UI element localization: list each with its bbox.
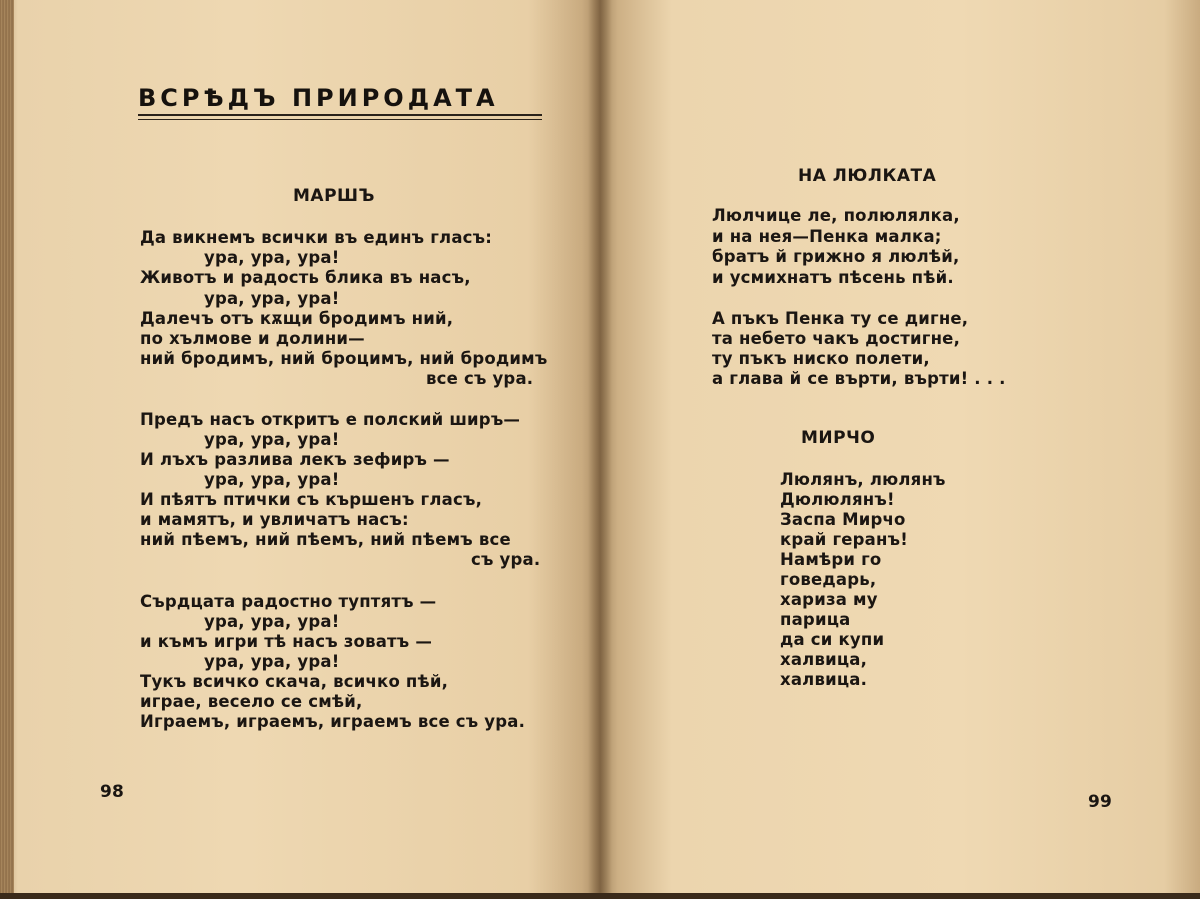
poem-line: И лъхъ разлива лекъ зефиръ — (140, 450, 450, 469)
poem-line: Дюлюлянъ! (780, 490, 895, 509)
poem-line: Животъ и радость блика въ насъ, (140, 268, 471, 287)
poem-line: И пѣятъ птички съ кършенъ гласъ, (140, 490, 483, 509)
poem-line: хариза му (780, 590, 878, 609)
poem-line: братъ й грижно я люлѣй, (712, 247, 960, 266)
poem-line: А пъкъ Пенка ту се дигне, (712, 309, 969, 328)
poem-line: Далечъ отъ кѫщи бродимъ ний, (140, 309, 454, 328)
poem-line: Люлчице ле, полюлялка, (712, 206, 960, 225)
page-number-right: 99 (1088, 792, 1113, 812)
poem-line: съ ура. (471, 550, 541, 569)
section-title: ВСРѢДЪ ПРИРОДАТА (138, 84, 499, 112)
poem-line: халвица. (780, 670, 868, 689)
right-page (600, 0, 1200, 899)
poem-line: край геранъ! (780, 530, 908, 549)
poem-line: и къмъ игри тѣ насъ зоватъ — (140, 632, 433, 651)
title-rule (138, 114, 542, 116)
poem-line: ура, ура, ура! (204, 470, 340, 489)
poem-line: Тукъ всичко скача, всичко пѣй, (140, 672, 449, 691)
page-edge-bottom (0, 893, 1200, 899)
poem-line: да си купи (780, 630, 885, 649)
poem-line: а глава й се върти, върти! . . . (712, 369, 1006, 388)
poem-line: Заспа Мирчо (780, 510, 906, 529)
poem-line: халвица, (780, 650, 868, 669)
poem-line: ту пъкъ ниско полети, (712, 349, 930, 368)
poem-line: ний бродимъ, ний броцимъ, ний бродимъ (140, 349, 548, 368)
poem-line: Предъ насъ откритъ е полский ширъ— (140, 410, 521, 429)
poem-line: ура, ура, ура! (204, 289, 340, 308)
poem-line: парица (780, 610, 851, 629)
poem-line: ура, ура, ура! (204, 652, 340, 671)
poem-line: ура, ура, ура! (204, 430, 340, 449)
poem-title: МАРШЪ (293, 186, 376, 206)
poem-line: и мамятъ, и увличатъ насъ: (140, 510, 409, 529)
title-rule-thin (138, 119, 542, 120)
poem-line: по хълмове и долини— (140, 329, 365, 348)
poem-line: говедарь, (780, 570, 877, 589)
poem-line: все съ ура. (426, 369, 534, 388)
poem-line: и усмихнатъ пѣсень пѣй. (712, 268, 954, 287)
book-gutter (588, 0, 612, 899)
poem-line: Намѣри го (780, 550, 882, 569)
page-edge-left (0, 0, 14, 899)
poem-line: играе, весело се смѣй, (140, 692, 363, 711)
poem-line: Сърдцата радостно туптятъ — (140, 592, 437, 611)
poem-line: ура, ура, ура! (204, 248, 340, 267)
poem-line: и на нея—Пенка малка; (712, 227, 942, 246)
poem-line: ура, ура, ура! (204, 612, 340, 631)
poem-title: МИРЧО (801, 428, 876, 448)
poem-line: Да викнемъ всички въ единъ гласъ: (140, 228, 493, 247)
poem-line: Люлянъ, люлянъ (780, 470, 946, 489)
poem-title: НА ЛЮЛКАТА (798, 166, 937, 186)
poem-line: та небето чакъ достигне, (712, 329, 961, 348)
poem-line: ний пѣемъ, ний пѣемъ, ний пѣемъ все (140, 530, 511, 549)
page-number-left: 98 (100, 782, 125, 802)
poem-line: Играемъ, играемъ, играемъ все съ ура. (140, 712, 526, 731)
